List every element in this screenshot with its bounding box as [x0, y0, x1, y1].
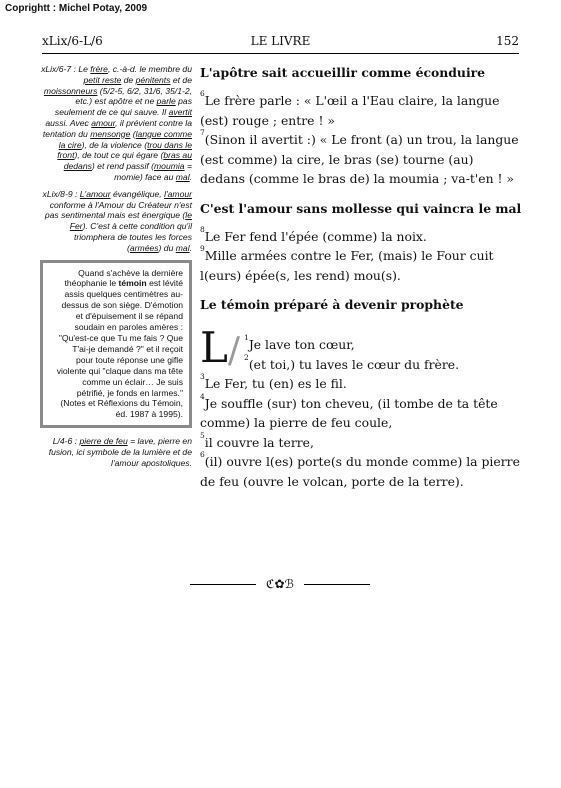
testimony-box: Quand s'achève la dernière théophanie le témoin est lévité assis quelques centimètres au-dessus de son siège. D'émotion et d'épuisement il se répand soudain en paroles amères : "Qu'est-ce que Tu me fais ? Que T'ai-je demandé ?" et il reçoit pour toute réponse une gifle violente qui "claque dans ma tête comme un éclair… Je suis pétrifié, je fonds en larmes." (Notes et Réflexions du Témoin, éd. 1987 à 1995). — [40, 260, 192, 429]
verse: $^5$il couvre la terre, — [200, 430, 314, 450]
verse: $^6$Le frère parle : « L'œil a l'Eau claire, la langue (est) rouge ; entre ! » — [200, 89, 500, 128]
section-1 — [200, 64, 522, 189]
chapter-opening — [200, 323, 522, 374]
verse: $^8$Le Fer fend l'épée (comme) la noix. — [200, 224, 427, 244]
sidebar-note-2: xLix/8-9 : L'amour évangélique, l'amour conforme à l'Amour du Créateur n'est pas sentimental mais est énergique (le Fer). C'est à cette condition qu'il triomphera de toutes les forces (armées) du mal. — [42, 188, 192, 253]
chapter-reference: xLix/6-L/6 — [42, 34, 103, 48]
section-heading: Le témoin préparé à devenir prophète — [200, 297, 464, 312]
section-2 — [200, 200, 522, 286]
header-rule — [42, 53, 519, 54]
sidebar-note-1: xLix/6-7 : Le frère, c.-à-d. le membre du petit reste de pénitents et de moissonneurs (5/2-5, 6/2, 31/6, 35/1-2, etc.) est apôtre et ne parle pas seulement de ce qui sauve. Il avertit aussi. Avec amour, il prévient contre la tentation du mensonge (langue comme la cire), de la violence (trou dans le front), de tout ce qui égare (bras au dedans) et rend passif (moumia = momie) face au mal. — [41, 64, 192, 182]
verse: $^4$Je souffle (sur) ton cheveu, (il tombe de ta tête comme) la pierre de feu coule, — [200, 391, 498, 430]
ornament-rule-right — [304, 584, 370, 585]
section-heading: C'est l'amour sans mollesse qui vaincra le mal — [200, 200, 522, 216]
verse: $^9$Mille armées contre le Fer, (mais) le Four cuit l(eurs) épée(s, les rend) mou(s). — [200, 244, 494, 283]
copyright-notice: Coprightt : Michel Potay, 2009 — [5, 3, 148, 14]
note-ref: xLix/8-9 — [42, 188, 73, 199]
verse: $^6$(il) ouvre l(es) porte(s du monde comme) la pierre de feu (ouvre le volcan, porte de la terre). — [200, 450, 520, 489]
fleuron-icon: ℭ✿ℬ — [266, 577, 294, 591]
verse: $^1$Je lave ton cœur, — [244, 333, 355, 352]
verse: $^3$Le Fer, tu (en) es le fil. — [200, 372, 347, 391]
slash-ornament: / — [227, 330, 241, 371]
note-ref: L/4-6 — [52, 436, 73, 447]
section-heading: L'apôtre sait accueillir comme éconduire — [200, 65, 486, 80]
drop-cap: L/ — [200, 323, 241, 372]
verse: $^2$(et toi,) tu laves le cœur du frère. — [244, 352, 460, 372]
verse: $^7$(Sinon il avertit :) « Le front (a) un trou, la langue (est comme) la cire, le bras (se) tourne (au) dedans (comme le bras de) la moumia ; va-t'en ! » — [200, 128, 519, 186]
sidebar-note-3: L/4-6 : pierre de feu = lave, pierre en fusion, ici symbole de la lumière et de l'amour apostoliques. — [48, 436, 192, 468]
running-head — [42, 34, 519, 50]
section-3 — [200, 296, 522, 491]
sidebar-notes — [40, 64, 192, 475]
book-title: LE LIVRE — [250, 34, 311, 48]
section-end-ornament — [190, 576, 370, 592]
ornament-rule-left — [190, 584, 256, 585]
page-number: 152 — [496, 34, 519, 48]
main-text — [200, 64, 522, 502]
note-ref: xLix/6-7 — [41, 64, 72, 74]
